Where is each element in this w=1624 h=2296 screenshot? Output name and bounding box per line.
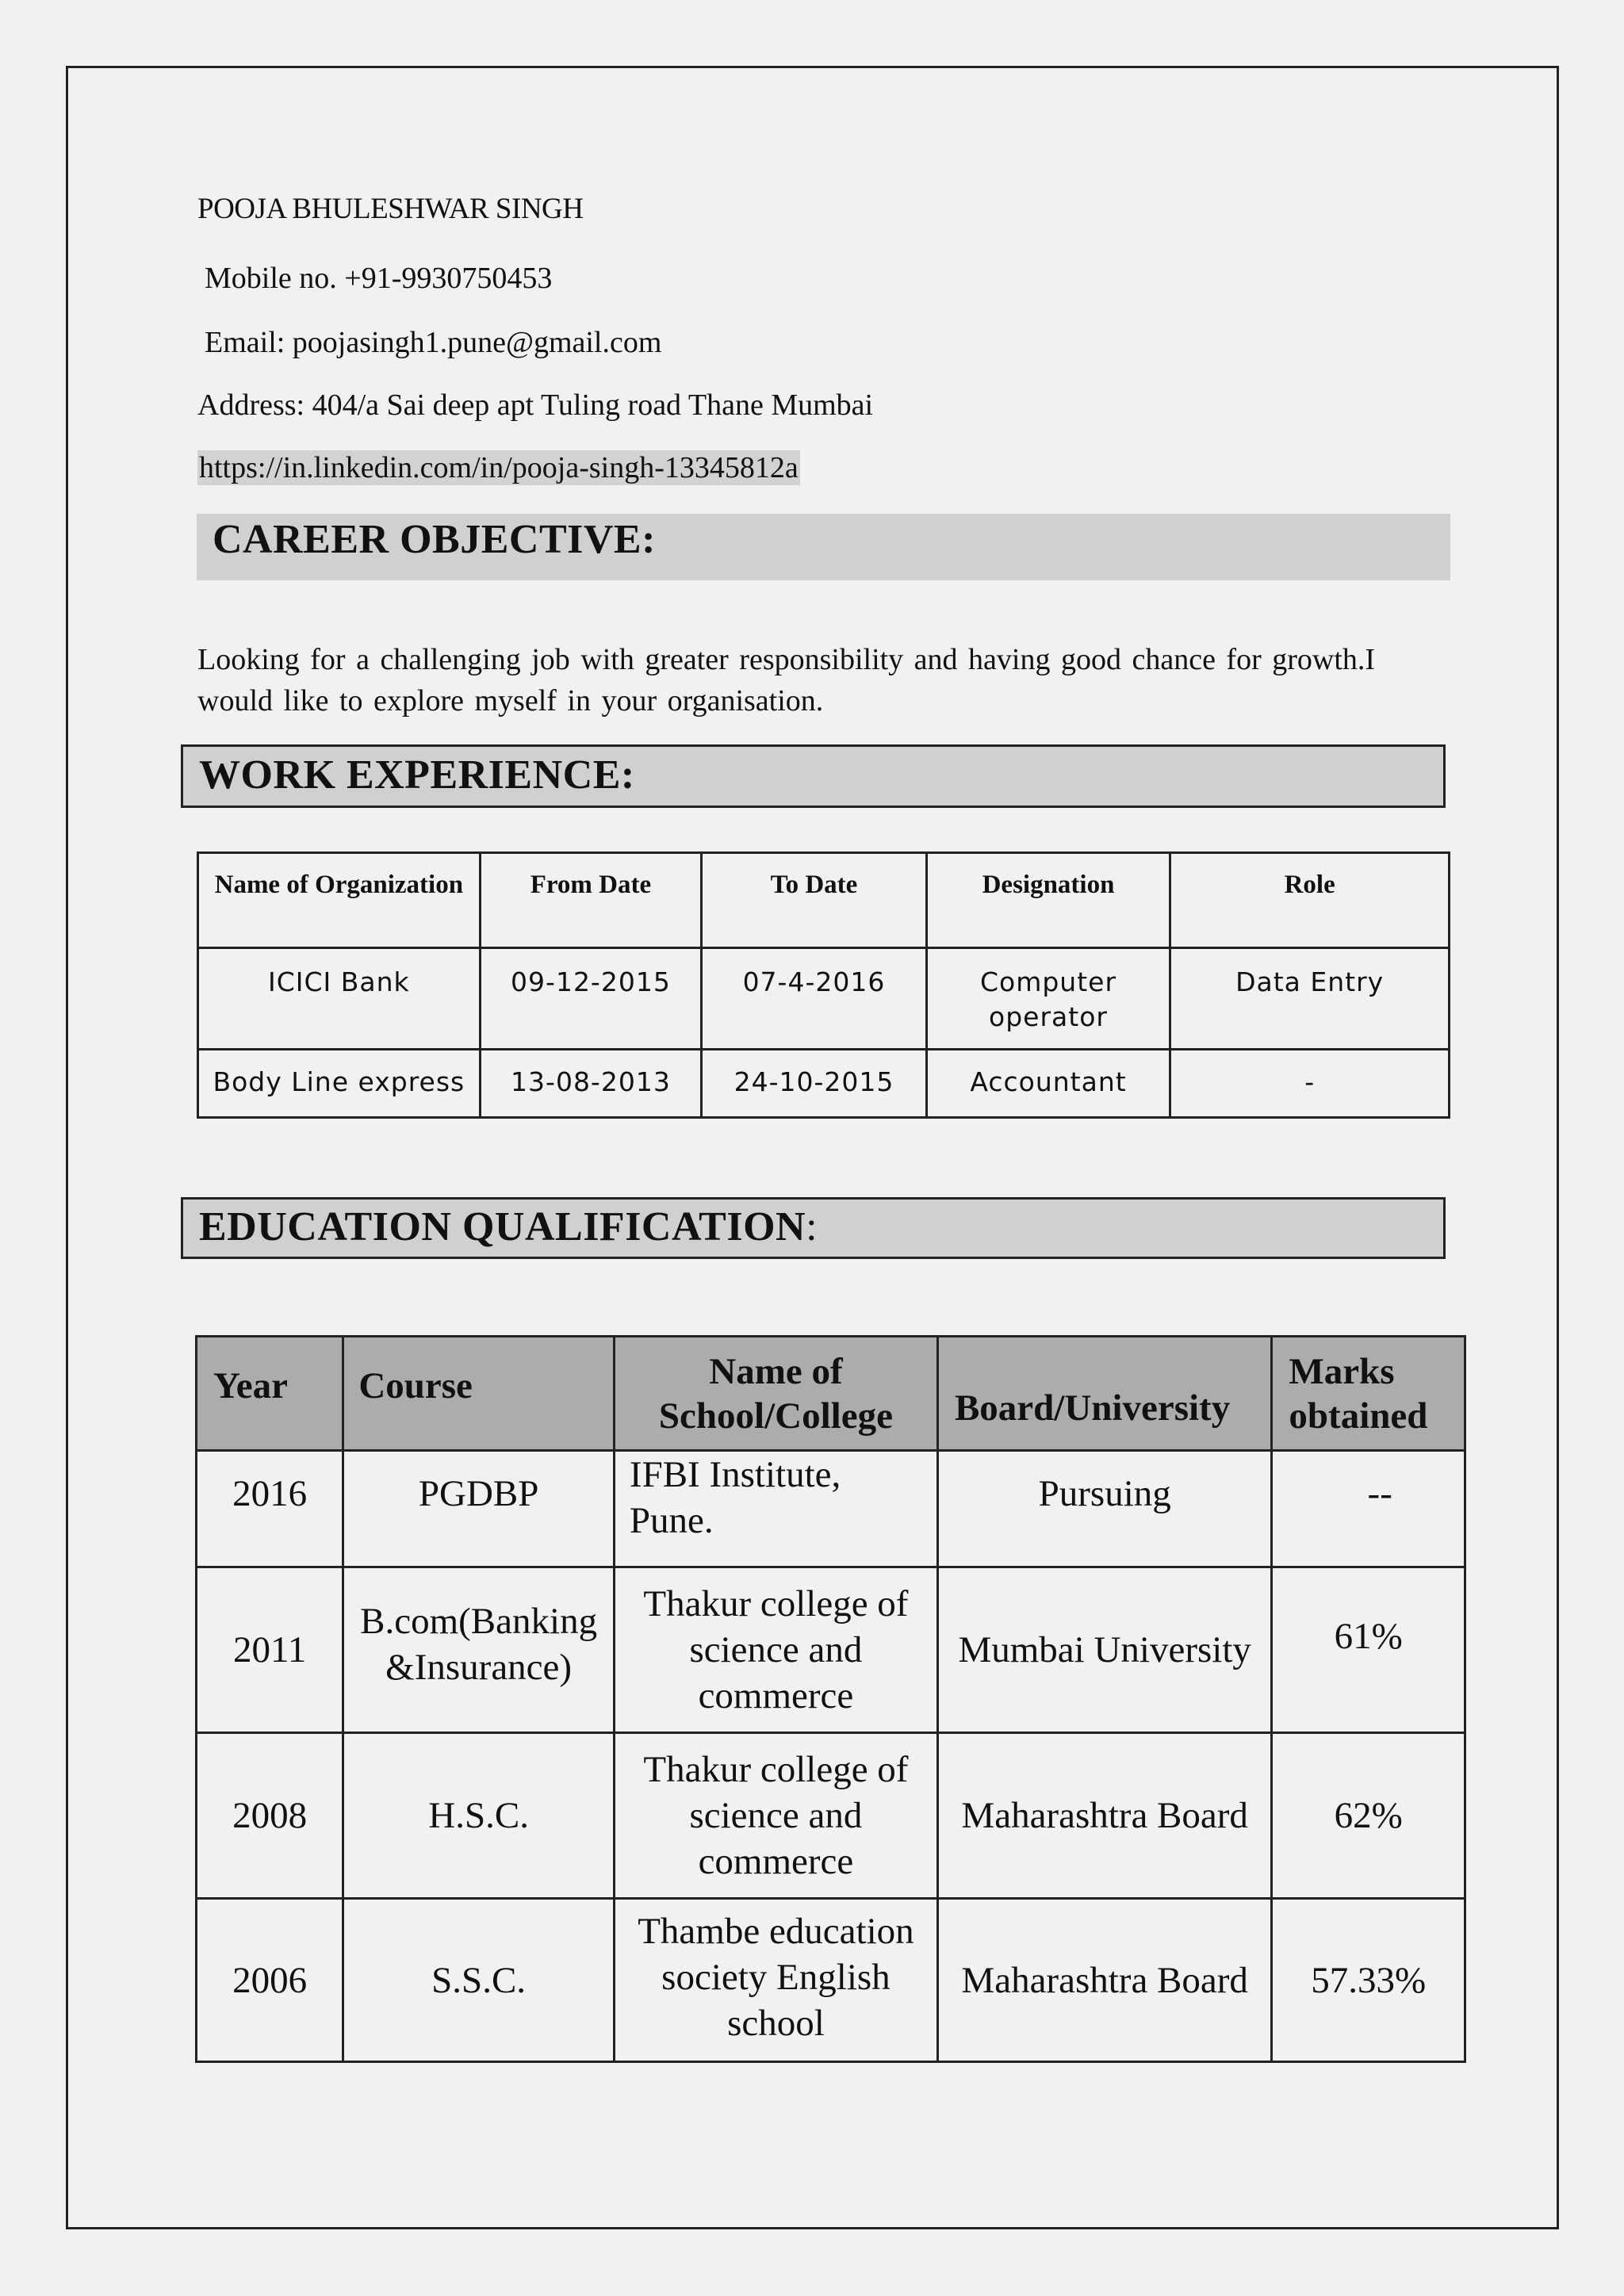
column-header: Board/University [937, 1337, 1271, 1451]
email-address[interactable]: Email: poojasingh1.pune@gmail.com [205, 326, 662, 359]
career-objective-heading: CAREER OBJECTIVE: [197, 514, 1450, 580]
table-header-row [198, 853, 1450, 948]
table-cell: B.com(Banking &Insurance) [343, 1567, 615, 1733]
column-header: Role [1170, 853, 1450, 948]
table-cell: 57.33% [1272, 1899, 1465, 2062]
table-cell: 07-4-2016 [702, 948, 927, 1050]
career-objective-text: Looking for a challenging job with greater responsibility and having good chance for growth.I would like to explore myself in your organisation. [197, 643, 1376, 718]
table-cell: Thakur college of science and commerce [614, 1567, 937, 1733]
column-header: Name of Organization [198, 853, 481, 948]
column-header: Year [197, 1337, 343, 1451]
column-header: Marks obtained [1272, 1337, 1465, 1451]
table-cell: H.S.C. [343, 1733, 615, 1899]
table-row [197, 1733, 1465, 1899]
table-cell: 61% [1272, 1567, 1465, 1733]
table-cell: Thambe education society English school [614, 1899, 937, 2062]
table-cell: ICICI Bank [198, 948, 481, 1050]
table-cell: Maharashtra Board [937, 1899, 1271, 2062]
table-cell: Mumbai University [937, 1567, 1271, 1733]
column-header: To Date [702, 853, 927, 948]
table-header-row [197, 1337, 1465, 1451]
table-cell: 2008 [197, 1733, 343, 1899]
table-cell: 09-12-2015 [480, 948, 702, 1050]
column-header: Designation [926, 853, 1170, 948]
work-experience-heading: WORK EXPERIENCE: [181, 744, 1446, 808]
table-row [197, 1567, 1465, 1733]
table-cell: Maharashtra Board [937, 1733, 1271, 1899]
postal-address: Address: 404/a Sai deep apt Tuling road Thane Mumbai [197, 388, 874, 422]
education-table [195, 1335, 1466, 2063]
education-heading [181, 1197, 1446, 1259]
table-row [198, 948, 1450, 1050]
table-cell: 13-08-2013 [480, 1050, 702, 1118]
table-row [197, 1451, 1465, 1567]
work-experience-table [197, 851, 1450, 1119]
table-cell: S.S.C. [343, 1899, 615, 2062]
table-cell: 2006 [197, 1899, 343, 2062]
candidate-name: POOJA BHULESHWAR SINGH [197, 193, 584, 225]
table-row [198, 1050, 1450, 1118]
table-cell: Computer operator [926, 948, 1170, 1050]
table-cell: 2011 [197, 1567, 343, 1733]
table-cell: IFBI Institute, Pune. [614, 1451, 937, 1567]
column-header: Name of School/College [614, 1337, 937, 1451]
table-cell: Thakur college of science and commerce [614, 1733, 937, 1899]
table-cell: 2016 [197, 1451, 343, 1567]
table-cell: Data Entry [1170, 948, 1450, 1050]
column-header: From Date [480, 853, 702, 948]
table-cell: -- [1272, 1451, 1465, 1567]
table-cell: PGDBP [343, 1451, 615, 1567]
education-heading-colon: : [806, 1204, 818, 1249]
table-cell: Pursuing [937, 1451, 1271, 1567]
column-header: Course [343, 1337, 615, 1451]
linkedin-link[interactable]: https://in.linkedin.com/in/pooja-singh-13345812a [199, 451, 799, 484]
table-cell: Body Line express [198, 1050, 481, 1118]
table-cell: - [1170, 1050, 1450, 1118]
table-cell: Accountant [926, 1050, 1170, 1118]
mobile-number: Mobile no. +91-9930750453 [205, 262, 553, 295]
table-cell: 24-10-2015 [702, 1050, 927, 1118]
table-row [197, 1899, 1465, 2062]
table-cell: 62% [1272, 1733, 1465, 1899]
education-heading-text: EDUCATION QUALIFICATION [199, 1204, 806, 1249]
